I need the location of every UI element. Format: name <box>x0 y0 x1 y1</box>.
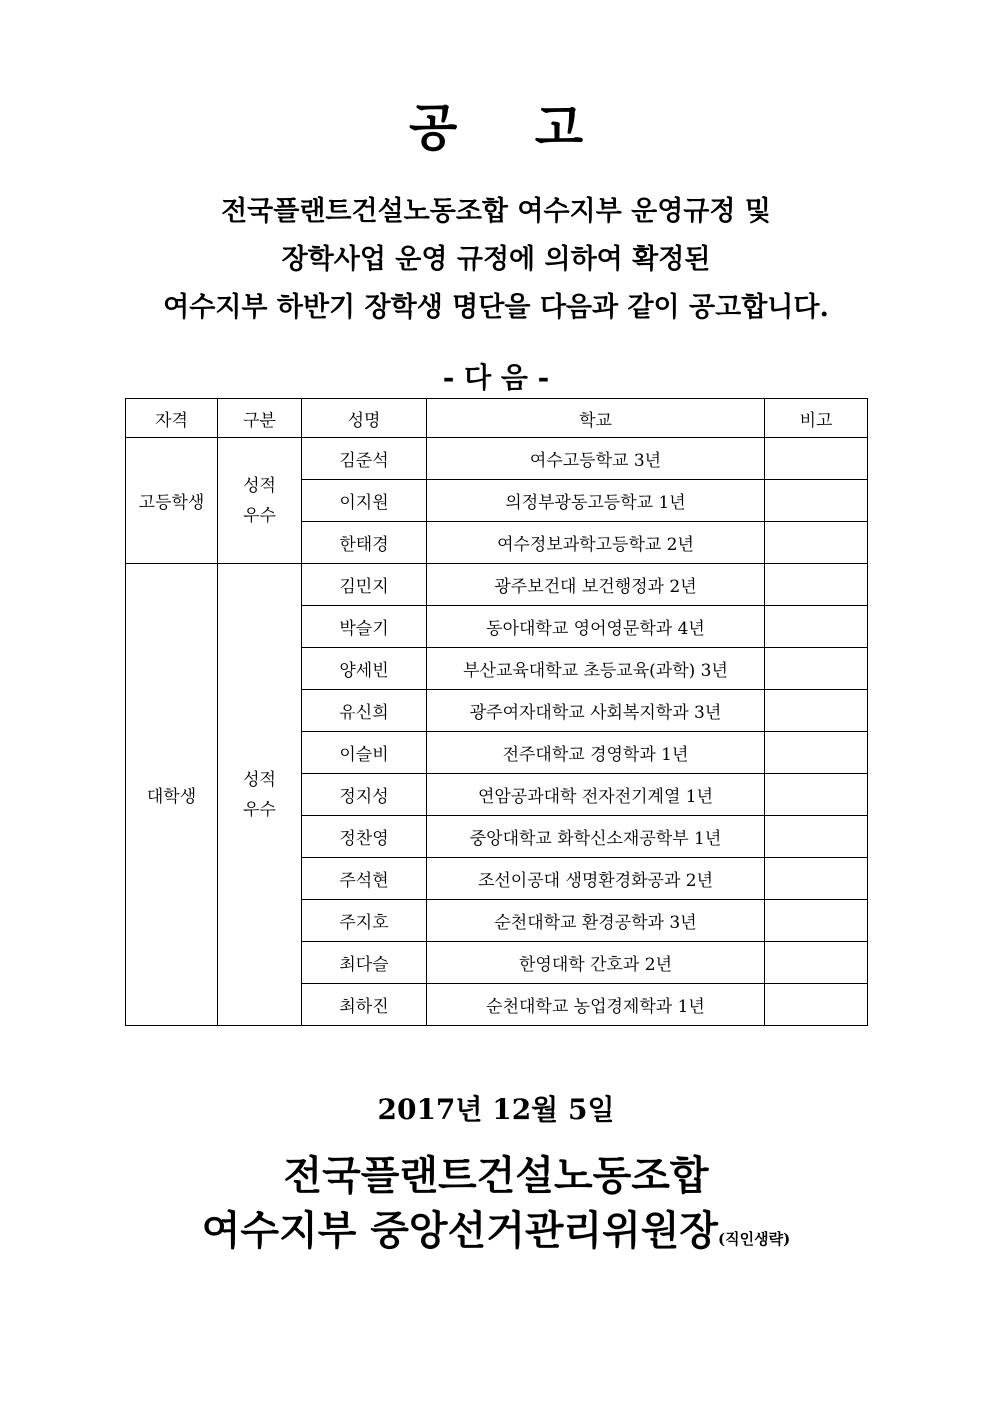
school-cell: 연암공과대학 전자전기계열 1년 <box>427 774 765 816</box>
note-cell <box>765 690 868 732</box>
notice-intro <box>0 188 992 332</box>
category-line: 우수 <box>243 799 276 820</box>
student-name-cell: 정찬영 <box>302 816 427 858</box>
scholarship-table <box>125 398 868 1026</box>
school-cell: 광주보건대 보건행정과 2년 <box>427 564 765 606</box>
student-name-cell: 이슬비 <box>302 732 427 774</box>
school-cell: 한영대학 간호과 2년 <box>427 942 765 984</box>
note-cell <box>765 606 868 648</box>
school-cell: 여수정보과학고등학교 2년 <box>427 522 765 564</box>
note-cell <box>765 816 868 858</box>
note-cell <box>765 900 868 942</box>
school-cell: 부산교육대학교 초등교육(과학) 3년 <box>427 648 765 690</box>
school-cell: 동아대학교 영어영문학과 4년 <box>427 606 765 648</box>
note-cell <box>765 984 868 1026</box>
table-row <box>126 438 868 480</box>
student-name-cell: 이지원 <box>302 480 427 522</box>
qualification-cell: 고등학생 <box>126 438 218 564</box>
header-category: 구분 <box>218 399 302 438</box>
table-header-row <box>126 399 868 438</box>
student-name-cell: 주지호 <box>302 900 427 942</box>
student-name-cell: 주석현 <box>302 858 427 900</box>
student-name-cell: 정지성 <box>302 774 427 816</box>
note-cell <box>765 564 868 606</box>
notice-title: 공 고 <box>408 98 583 157</box>
student-name-cell: 최하진 <box>302 984 427 1026</box>
note-cell <box>765 480 868 522</box>
category-cell <box>218 438 302 564</box>
school-cell: 의정부광동고등학교 1년 <box>427 480 765 522</box>
note-cell <box>765 522 868 564</box>
section-mark: - 다 음 - <box>442 361 550 394</box>
org-title: 여수지부 중앙선거관리위원장 <box>201 1207 719 1254</box>
category-line: 성적 <box>243 769 276 790</box>
note-cell <box>765 774 868 816</box>
category-line: 성적 <box>243 475 276 496</box>
qualification-cell: 대학생 <box>126 564 218 1026</box>
intro-line-2: 장학사업 운영 규정에 의하여 확정된 <box>281 244 711 275</box>
note-cell <box>765 438 868 480</box>
school-cell: 전주대학교 경영학과 1년 <box>427 732 765 774</box>
student-name-cell: 한태경 <box>302 522 427 564</box>
school-cell: 조선이공대 생명환경화공과 2년 <box>427 858 765 900</box>
table-row <box>126 564 868 606</box>
header-name: 성명 <box>302 399 427 438</box>
category-line: 우수 <box>243 505 276 526</box>
student-name-cell: 최다슬 <box>302 942 427 984</box>
student-name-cell: 양세빈 <box>302 648 427 690</box>
note-cell <box>765 942 868 984</box>
intro-line-3: 여수지부 하반기 장학생 명단을 다음과 같이 공고합니다. <box>163 292 829 323</box>
note-cell <box>765 648 868 690</box>
header-school: 학교 <box>427 399 765 438</box>
intro-line-1: 전국플랜트건설노동조합 여수지부 운영규정 및 <box>221 196 771 227</box>
student-name-cell: 박슬기 <box>302 606 427 648</box>
table-body <box>126 438 868 1026</box>
note-cell <box>765 858 868 900</box>
header-qualification: 자격 <box>126 399 218 438</box>
student-name-cell: 김민지 <box>302 564 427 606</box>
seal-note: (직인생략) <box>718 1230 791 1248</box>
notice-date: 2017년 12월 5일 <box>377 1093 615 1126</box>
note-cell <box>765 732 868 774</box>
school-cell: 광주여자대학교 사회복지학과 3년 <box>427 690 765 732</box>
student-name-cell: 유신희 <box>302 690 427 732</box>
org-line-2 <box>0 1203 992 1267</box>
category-cell <box>218 564 302 1026</box>
student-name-cell: 김준석 <box>302 438 427 480</box>
school-cell: 순천대학교 환경공학과 3년 <box>427 900 765 942</box>
school-cell: 여수고등학교 3년 <box>427 438 765 480</box>
school-cell: 순천대학교 농업경제학과 1년 <box>427 984 765 1026</box>
org-line-1: 전국플랜트건설노동조합 <box>283 1152 709 1199</box>
school-cell: 중앙대학교 화학신소재공학부 1년 <box>427 816 765 858</box>
issuing-organization <box>0 1148 992 1267</box>
header-note: 비고 <box>765 399 868 438</box>
